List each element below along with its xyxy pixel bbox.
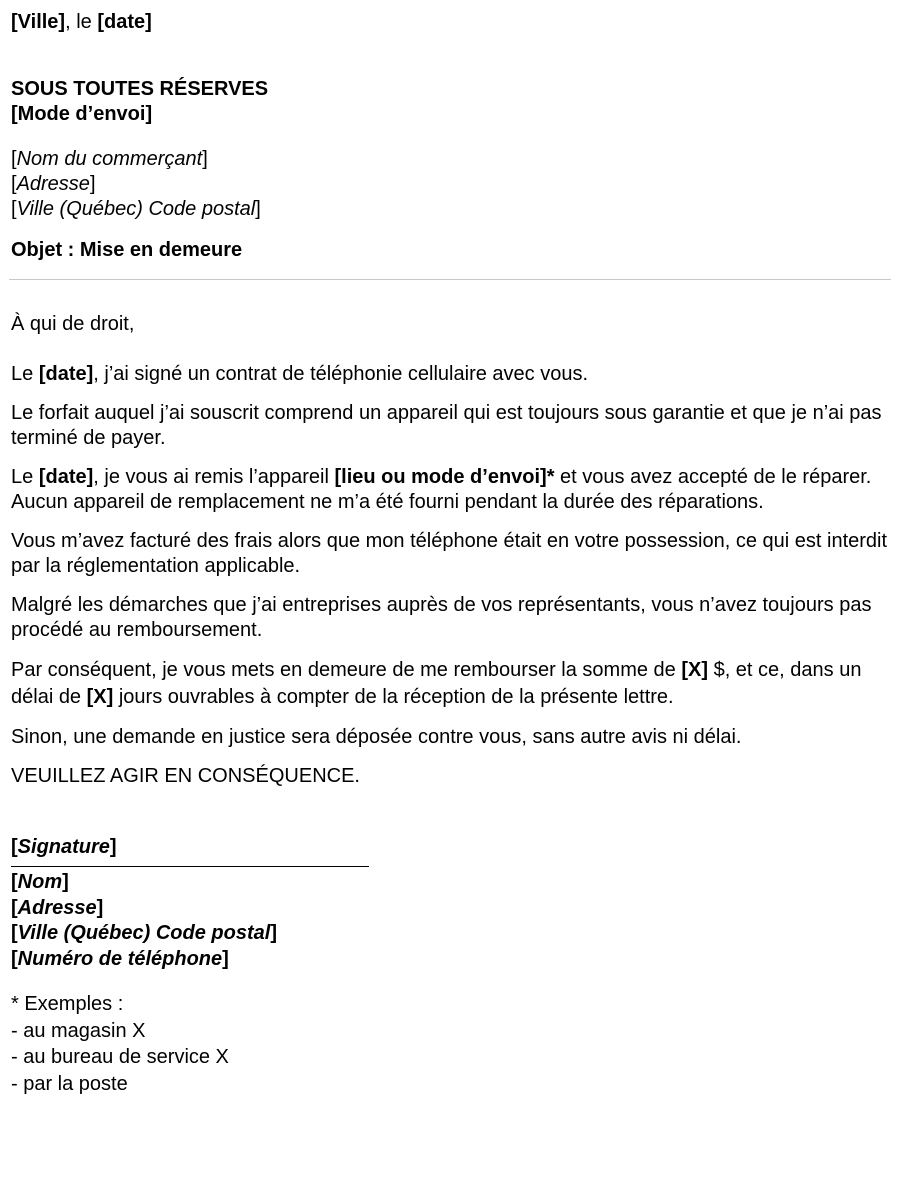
example-item: - au bureau de service X (11, 1046, 229, 1068)
recipient-name: [Nom du commerçant] (11, 148, 208, 170)
city-placeholder: [Ville] (11, 11, 66, 33)
salutation: À qui de droit, (11, 313, 135, 335)
examples-footnote (11, 991, 891, 1097)
reserves-heading: SOUS TOUTES RÉSERVES (11, 78, 269, 100)
separator-rule (9, 279, 891, 280)
date-placeholder: [date] (97, 11, 152, 33)
paragraph-steps: Malgré les démarches que j’ai entreprises auprès de vos représentants, vous n’avez toujours pas procédé au remboursement. (11, 594, 872, 641)
sender-address: [Adresse] (11, 896, 104, 919)
paragraph-legal-action: Sinon, une demande en justice sera déposée contre vous, sans autre avis ni délai. (11, 726, 742, 748)
paragraph-repair: Le [date], je vous ai remis l’appareil [lieu ou mode d’envoi]* et vous avez accepté de le réparer. Aucun appareil de remplacement ne m’a été fourni pendant la durée des réparations. (11, 466, 872, 513)
examples-heading: * Exemples : (11, 993, 124, 1015)
paragraph-contract: Le [date], j’ai signé un contrat de téléphonie cellulaire avec vous. (11, 363, 589, 385)
signature-placeholder: [Signature] (11, 836, 117, 858)
recipient-city: [Ville (Québec) Code postal] (11, 198, 261, 220)
days-placeholder: [X] (86, 686, 114, 708)
delivery-mode: [Mode d’envoi] (11, 103, 153, 125)
subject-line: Objet : Mise en demeure (11, 239, 243, 261)
paragraph-fees: Vous m’avez facturé des frais alors que mon téléphone était en votre possession, ce qui est interdit par la réglementation applicable. (11, 530, 888, 577)
sender-name: [Nom] (11, 871, 69, 893)
sender-city: [Ville (Québec) Code postal] (11, 922, 277, 944)
letter-document (11, 10, 891, 1097)
amount-placeholder: [X] (681, 659, 709, 681)
date-connector: , le (65, 11, 98, 33)
closing-statement: VEUILLEZ AGIR EN CONSÉQUENCE. (11, 765, 360, 787)
recipient-street: [Adresse] (11, 173, 96, 195)
delivery-block (11, 77, 891, 127)
date-line (11, 10, 891, 35)
sender-phone: [Numéro de téléphone] (11, 947, 229, 970)
recipient-address (11, 147, 891, 222)
paragraph-demand: Par conséquent, je vous mets en demeure de me rembourser la somme de [X] $, et ce, dans un délai de [X] jours ouvrables à compter de la réception de la présente lettre. (11, 659, 862, 708)
sender-block (11, 870, 891, 972)
signature-line (11, 866, 369, 867)
example-item: - par la poste (11, 1072, 128, 1095)
example-item: - au magasin X (11, 1019, 146, 1042)
paragraph-warranty: Le forfait auquel j’ai souscrit comprend un appareil qui est toujours sous garantie et que je n’ai pas terminé de payer. (11, 402, 882, 449)
